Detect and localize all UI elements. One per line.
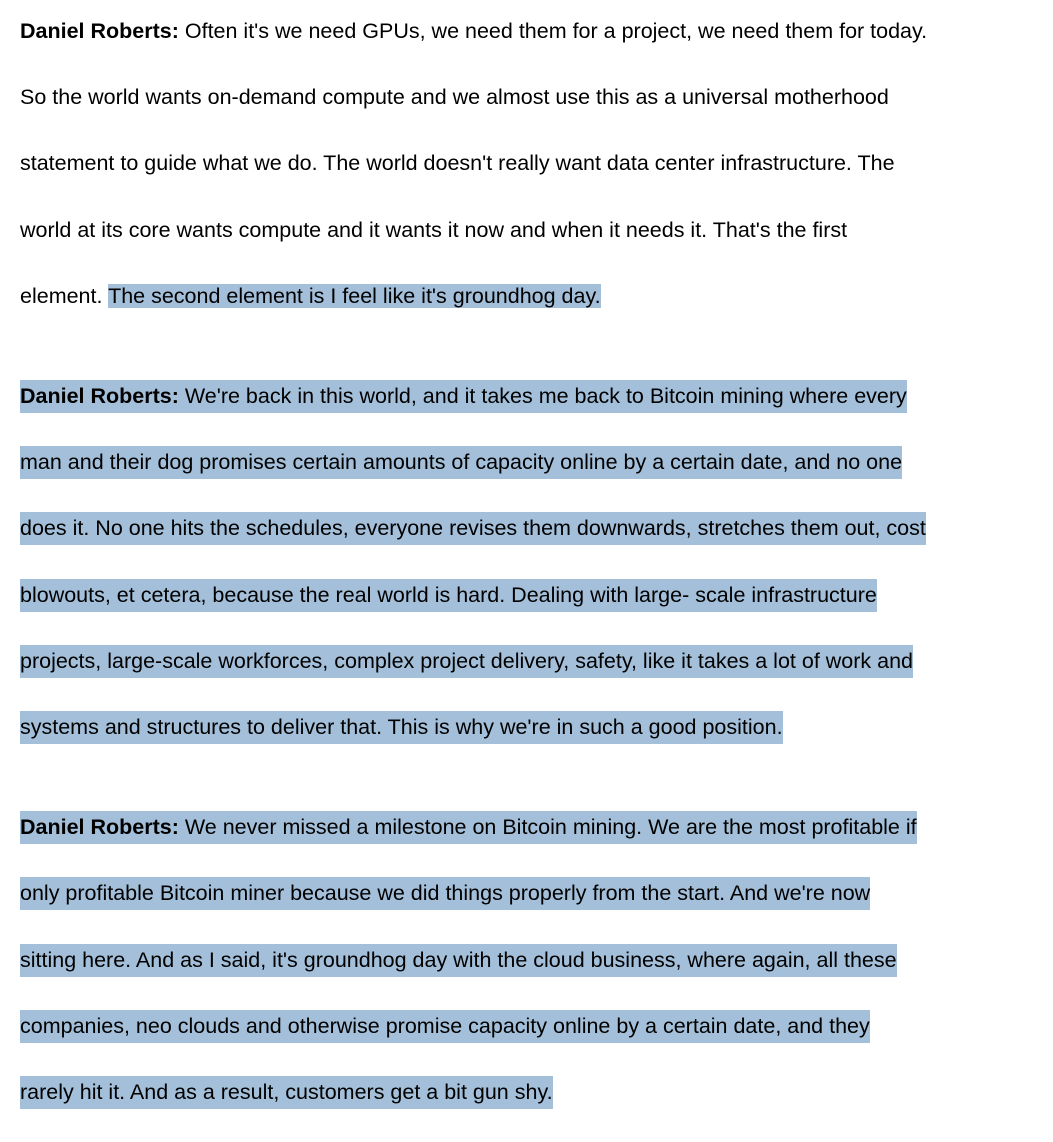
transcript-line-highlighted [20,877,870,910]
transcript-line-highlighted [20,446,902,479]
transcript-line-highlighted [20,512,926,545]
speaker-name: Daniel Roberts: [20,815,179,839]
line-text: We're back in this world, and it takes me back to Bitcoin mining where every [184,384,907,408]
transcript-line-highlighted [20,645,913,678]
transcript-line-highlighted [20,579,877,612]
line-text: Often it's we need GPUs, we need them for a project, we need them for today. [184,19,928,43]
transcript-line-highlighted [20,944,897,977]
line-text: projects, large-scale workforces, complex project delivery, safety, like it takes a lot of work and [20,649,914,673]
line-text: sitting here. And as I said, it's groundhog day with the cloud business, where again, all these [20,948,897,972]
highlighted-text: The second element is I feel like it's groundhog day. [108,284,601,308]
transcript-line [20,214,847,247]
line-text: blowouts, et cetera, because the real world is hard. Dealing with large- scale infrastructure [20,583,877,607]
line-text: rarely hit it. And as a result, customers get a bit gun shy. [20,1080,553,1104]
transcript-line-highlighted [20,811,917,844]
line-text: We never missed a milestone on Bitcoin mining. We are the most profitable if [184,815,917,839]
line-text: only profitable Bitcoin miner because we did things properly from the start. And we're now [20,881,871,905]
line-text: does it. No one hits the schedules, everyone revises them downwards, stretches them out, cost [20,516,926,540]
line-text: man and their dog promises certain amounts of capacity online by a certain date, and no one [20,450,903,474]
speaker-name: Daniel Roberts: [20,384,179,408]
transcript-line [20,81,889,114]
transcript-line [20,280,601,313]
transcript-line-highlighted [20,1010,870,1043]
line-text: element. [20,284,109,308]
transcript-line [20,147,895,180]
transcript-line [20,15,927,48]
transcript-line-highlighted [20,711,783,744]
speaker-name: Daniel Roberts: [20,19,179,43]
transcript-line-highlighted [20,1076,553,1109]
line-text: world at its core wants compute and it wants it now and when it needs it. That's the first [20,218,848,242]
line-text: So the world wants on-demand compute and we almost use this as a universal motherhood [20,85,889,109]
line-text: systems and structures to deliver that. This is why we're in such a good position. [20,715,783,739]
transcript-line-highlighted [20,380,907,413]
line-text: statement to guide what we do. The world doesn't really want data center infrastructure. The [20,151,895,175]
line-text: companies, neo clouds and otherwise promise capacity online by a certain date, and they [20,1014,870,1038]
